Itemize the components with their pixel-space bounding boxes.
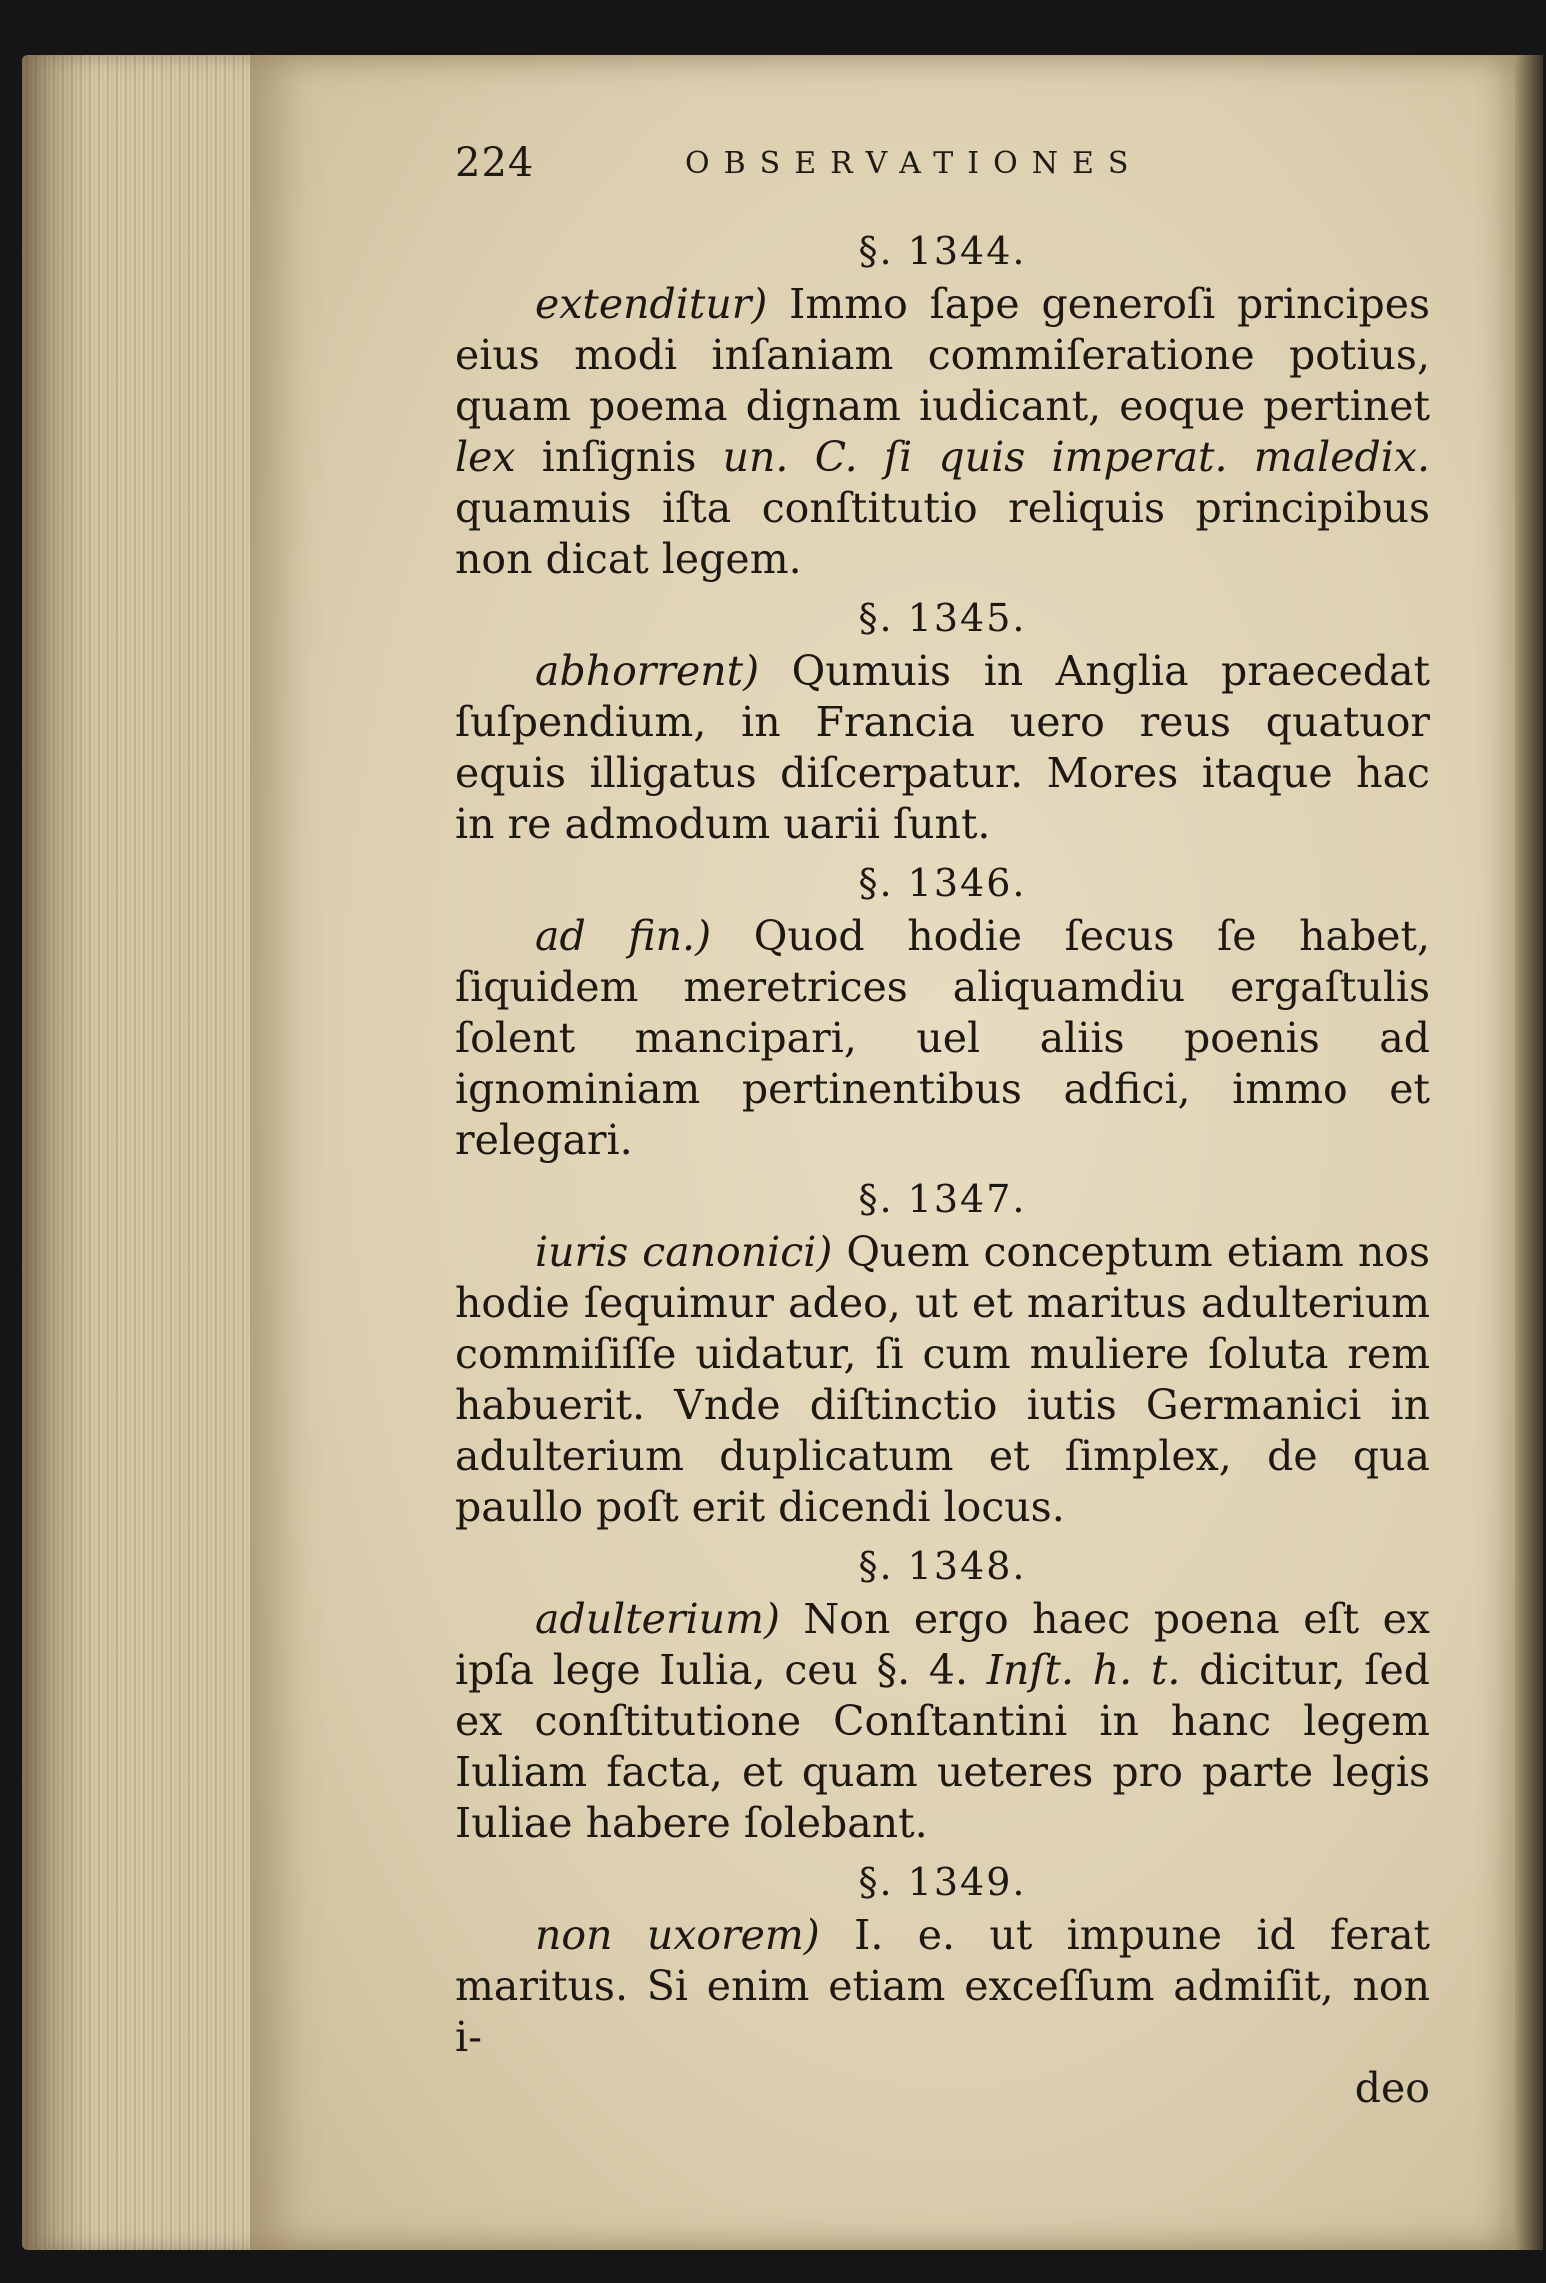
lemma: ad fin.) (535, 912, 712, 960)
section-1349 (455, 1857, 1430, 2114)
running-header (455, 140, 1235, 200)
section-number: §. 1345. (858, 596, 1027, 640)
page-number: 224 (455, 140, 535, 186)
paragraph-text: Immo ſape generoſi principes eius modi inſaniam commiſeratione potius, quam poema dignam iudicant, eoque pertinet (455, 280, 1430, 430)
page-gutter-edge (1515, 55, 1543, 2250)
citation: un. C. ſi quis imperat. maledix. (722, 433, 1430, 481)
paragraph (455, 646, 1430, 850)
section-number: §. 1349. (858, 1860, 1027, 1904)
lemma: extenditur) (535, 280, 768, 328)
paragraph (455, 1227, 1430, 1533)
paragraph-text: dicitur, ſed ex conſtitutione Conſtantini in hanc legem Iuliam facta, et quam ueteres pro parte legis Iuliae habere ſolebant. (455, 1646, 1430, 1847)
citation: lex (455, 433, 516, 481)
section-1346 (455, 858, 1430, 1166)
paragraph-text: Non ergo haec poena eſt ex ipſa lege Iulia, ceu §. 4. (455, 1595, 1430, 1694)
paragraph-text: Quem conceptum etiam nos hodie ſequimur adeo, ut et maritus adulterium commiſiſſe uidatur, ſi cum muliere ſoluta rem habuerit. Vnde diſtinctio iutis Germanici in adulterium duplicatum et ſimplex, de qua paullo poſt erit dicendi locus. (455, 1228, 1430, 1531)
section-number: §. 1346. (858, 861, 1027, 905)
paragraph-text: quamuis iſta conſtitutio reliquis principibus non dicat legem. (455, 484, 1430, 583)
catchword: deo (1354, 2064, 1430, 2112)
lemma: iuris canonici) (535, 1228, 833, 1276)
paragraph (455, 911, 1430, 1166)
paragraph-text: inſignis (515, 433, 723, 481)
paragraph (455, 1910, 1430, 2063)
paragraph-text: Qumuis in Anglia praecedat ſuſpendium, in Francia uero reus quatuor equis illigatus diſcerpatur. Mores itaque hac in re admodum uarii ſunt. (455, 647, 1430, 848)
paragraph (455, 279, 1430, 585)
section-1344 (455, 226, 1430, 585)
paragraph-text: I. e. ut impune id ferat maritus. Si enim etiam exceſſum admiſit, non i- (455, 1911, 1430, 2061)
page-edges-shadow (22, 55, 92, 2250)
lemma: non uxorem) (535, 1911, 820, 1959)
section-number: §. 1347. (858, 1177, 1027, 1221)
section-1345 (455, 593, 1430, 850)
section-number: §. 1348. (858, 1544, 1027, 1588)
section-1347 (455, 1174, 1430, 1533)
paragraph-text: Quod hodie ſecus ſe habet, ſiquidem meretrices aliquamdiu ergaſtulis ſolent mancipari, uel aliis poenis ad ignominiam pertinentibus adfici, immo et relegari. (455, 912, 1430, 1164)
text-block (455, 218, 1430, 2114)
lemma: adulterium) (535, 1595, 780, 1643)
paragraph (455, 1594, 1430, 1849)
lemma: abhorrent) (535, 647, 760, 695)
section-1348 (455, 1541, 1430, 1849)
section-number: §. 1344. (858, 229, 1027, 273)
running-title: OBSERVATIONES (685, 146, 1143, 181)
citation: Inſt. h. t. (986, 1646, 1181, 1694)
